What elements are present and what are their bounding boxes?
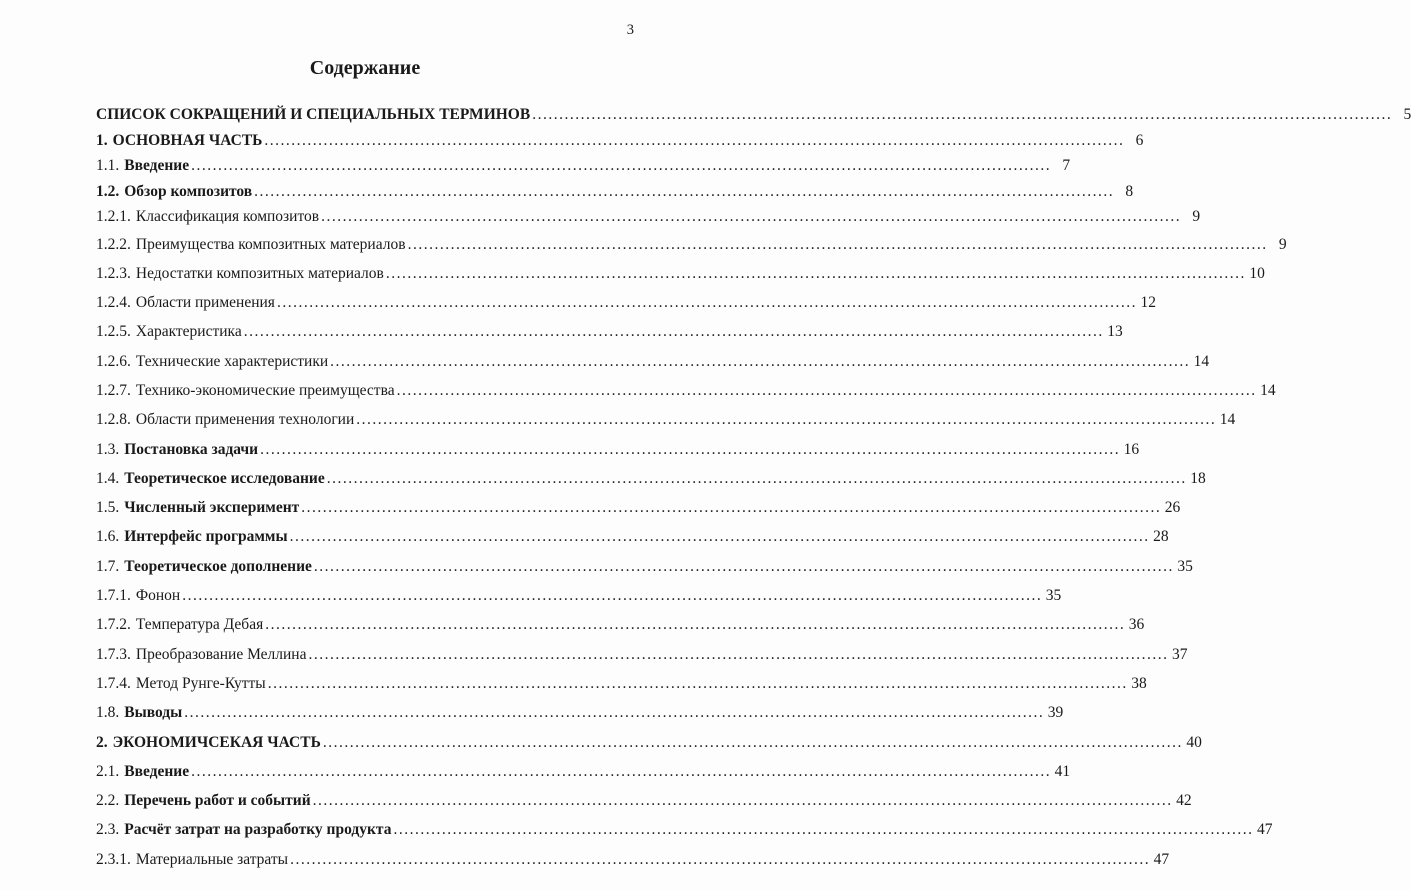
toc-entry-page: 10 — [1249, 264, 1265, 282]
toc-entry-number: 1.2.1. — [96, 208, 131, 225]
toc-entry-number: 1.2.3. — [96, 264, 131, 282]
toc-entry-page: 8 — [1125, 182, 1134, 200]
toc-entry-title: Преимущества композитных материалов — [135, 235, 406, 253]
dot-leader: ................................................................................................................................................................ — [182, 587, 1043, 605]
toc-entry-number: 2. — [96, 733, 108, 751]
toc-entry-title: ОСНОВНАЯ ЧАСТЬ — [112, 131, 263, 149]
toc-entry — [96, 786, 1192, 815]
toc-entry-page: 14 — [1193, 352, 1210, 370]
toc-entry — [96, 815, 1273, 844]
toc-entry-title: Области применения — [135, 294, 275, 312]
toc-entry — [96, 128, 1144, 154]
toc-entry — [96, 728, 1202, 757]
toc-entry — [96, 288, 1156, 317]
toc-entry — [96, 522, 1169, 551]
toc-entry — [96, 179, 1134, 205]
toc-entry-page: 35 — [1177, 557, 1193, 575]
toc-entry — [96, 259, 1265, 288]
toc-entry-title: СПИСОК СОКРАЩЕНИЙ И СПЕЦИАЛЬНЫХ ТЕРМИНОВ — [96, 106, 531, 123]
toc-entry — [96, 153, 1071, 179]
toc-entry-page: 14 — [1219, 411, 1236, 429]
toc-entry — [96, 435, 1140, 464]
toc-entry-number: 1.7. — [96, 557, 120, 575]
toc-entry-page: 41 — [1054, 762, 1071, 780]
toc-entry-page: 6 — [1135, 131, 1144, 149]
toc-entry-title: Характеристика — [135, 323, 242, 341]
toc-entry — [96, 640, 1188, 669]
dot-leader: ................................................................................................................................................................ — [356, 411, 1217, 429]
toc-entry-title: Численный эксперимент — [124, 499, 300, 517]
toc-entry — [96, 845, 1170, 874]
dot-leader: ................................................................................................................................................................ — [393, 821, 1254, 839]
toc-entry-number: 2.3. — [96, 821, 120, 839]
toc-entry — [96, 204, 1201, 230]
toc-entry — [96, 669, 1147, 698]
toc-entry-title: Области применения технологии — [135, 411, 355, 429]
dot-leader: ................................................................................................................................................................ — [260, 440, 1121, 458]
toc-entry — [96, 230, 1287, 259]
toc-entry-title: Интерфейс программы — [124, 528, 288, 546]
toc-entry-number: 1. — [96, 131, 108, 149]
toc-entry-page: 38 — [1131, 674, 1147, 692]
toc-entry-page: 26 — [1164, 499, 1181, 517]
toc-entry-title: Недостатки композитных материалов — [135, 264, 384, 282]
toc-entry-title: Теоретическое исследование — [124, 469, 325, 487]
toc-entry-page: 39 — [1047, 704, 1064, 722]
toc-entry-page: 37 — [1171, 645, 1188, 663]
toc-entry-page: 12 — [1140, 294, 1156, 312]
toc-entry-number: 1.7.4. — [96, 674, 131, 692]
toc-entry-page: 47 — [1256, 821, 1273, 839]
page-title: Содержание — [309, 57, 421, 79]
toc-entry-title: Технические характеристики — [135, 352, 329, 370]
toc-entry-number: 1.6. — [96, 528, 120, 546]
dot-leader: ................................................................................................................................................................ — [301, 499, 1162, 517]
dot-leader: ................................................................................................................................................................ — [290, 850, 1151, 868]
toc-entry-title: Классификация композитов — [135, 208, 320, 225]
toc-entry-number: 1.4. — [96, 469, 120, 487]
dot-leader: ................................................................................................................................................................ — [407, 235, 1268, 253]
toc-entry-page: 7 — [1062, 157, 1071, 174]
dot-leader: ................................................................................................................................................................ — [267, 674, 1128, 692]
toc-entry-number: 1.7.2. — [96, 616, 131, 634]
toc-entry-number: 1.2.7. — [96, 381, 131, 399]
toc-entry — [96, 317, 1123, 346]
toc-entry-title: Теоретическое дополнение — [124, 557, 312, 575]
toc-entry — [96, 757, 1071, 786]
dot-leader: ................................................................................................................................................................ — [276, 294, 1137, 312]
toc-entry — [96, 405, 1236, 434]
dot-leader: ................................................................................................................................................................ — [396, 381, 1257, 399]
toc-entry — [96, 581, 1062, 610]
toc-entry — [96, 698, 1064, 727]
toc-entry-page: 42 — [1176, 792, 1192, 810]
toc-entry-number: 1.5. — [96, 499, 120, 517]
dot-leader: ................................................................................................................................................................ — [385, 264, 1246, 282]
toc-entry-number: 1.1. — [96, 157, 120, 174]
dot-leader: ................................................................................................................................................................ — [289, 528, 1150, 546]
toc-entry-title: Введение — [124, 157, 190, 174]
toc-entry-page: 16 — [1123, 440, 1140, 458]
toc-entry-page: 5 — [1403, 106, 1411, 123]
toc-entry-number: 1.7.1. — [96, 587, 131, 605]
toc-entry — [96, 347, 1210, 376]
toc-entry-title: Введение — [124, 762, 190, 780]
document-page — [96, 0, 1411, 874]
toc-entry-title: Метод Рунге-Кутты — [135, 674, 266, 692]
dot-leader: ................................................................................................................................................................ — [330, 352, 1191, 370]
toc-entry-number: 1.2.2. — [96, 235, 131, 253]
toc-entry — [96, 102, 1411, 128]
toc-entry-page: 36 — [1128, 616, 1145, 634]
toc-entry-title: Технико-экономические преимущества — [135, 381, 395, 399]
dot-leader: ................................................................................................................................................................ — [191, 762, 1052, 780]
dot-leader: ................................................................................................................................................................ — [264, 131, 1125, 149]
toc-entry-title: Фонон — [135, 587, 181, 605]
toc-entry-title: Температура Дебая — [135, 616, 264, 634]
toc-entry-number: 1.2.6. — [96, 352, 131, 370]
dot-leader: ................................................................................................................................................................ — [321, 208, 1182, 225]
toc-entry-page: 40 — [1186, 733, 1202, 751]
toc-entry-number: 1.7.3. — [96, 645, 131, 663]
toc-entry — [96, 464, 1206, 493]
dot-leader: ................................................................................................................................................................ — [308, 645, 1169, 663]
toc-entry-title: Материальные затраты — [135, 850, 289, 868]
dot-leader: ................................................................................................................................................................ — [184, 704, 1045, 722]
toc-entry-page: 9 — [1278, 235, 1287, 253]
dot-leader: ................................................................................................................................................................ — [532, 106, 1393, 123]
toc-entry-number: 2.1. — [96, 762, 120, 780]
toc-entry-number: 2.3.1. — [96, 850, 131, 868]
dot-leader: ................................................................................................................................................................ — [191, 157, 1052, 174]
toc-entry — [96, 376, 1276, 405]
toc-entry-title: Обзор композитов — [124, 182, 253, 200]
toc-entry-number: 2.2. — [96, 792, 120, 810]
toc-entry — [96, 493, 1181, 522]
toc-entry-title: Выводы — [124, 704, 183, 722]
toc-entry-page: 18 — [1190, 469, 1206, 487]
page-number: 3 — [626, 22, 634, 38]
toc-entry-page: 13 — [1107, 323, 1123, 341]
toc-entry-page: 9 — [1192, 208, 1201, 225]
toc-entry-title: Перечень работ и событий — [124, 792, 311, 810]
toc-entry — [96, 552, 1193, 581]
toc-entry-title: ЭКОНОМИЧСЕКАЯ ЧАСТЬ — [112, 733, 321, 751]
toc-entry — [96, 610, 1145, 639]
dot-leader: ................................................................................................................................................................ — [312, 792, 1173, 810]
toc-entry-title: Преобразование Меллина — [135, 645, 307, 663]
dot-leader: ................................................................................................................................................................ — [313, 557, 1174, 575]
toc-entry-number: 1.3. — [96, 440, 120, 458]
dot-leader: ................................................................................................................................................................ — [243, 323, 1104, 341]
dot-leader: ................................................................................................................................................................ — [254, 182, 1115, 200]
dot-leader: ................................................................................................................................................................ — [265, 616, 1126, 634]
toc-entry-number: 1.8. — [96, 704, 120, 722]
table-of-contents — [96, 102, 1411, 874]
toc-entry-page: 14 — [1260, 381, 1276, 399]
toc-entry-title: Постановка задачи — [124, 440, 259, 458]
toc-entry-page: 35 — [1045, 587, 1062, 605]
dot-leader: ................................................................................................................................................................ — [322, 733, 1183, 751]
toc-entry-number: 1.2.4. — [96, 294, 131, 312]
toc-entry-number: 1.2.8. — [96, 411, 131, 429]
toc-entry-page: 28 — [1153, 528, 1169, 546]
toc-entry-number: 1.2.5. — [96, 323, 131, 341]
dot-leader: ................................................................................................................................................................ — [326, 469, 1187, 487]
toc-entry-title: Расчёт затрат на разработку продукта — [124, 821, 392, 839]
toc-entry-page: 47 — [1153, 850, 1170, 868]
toc-entry-number: 1.2. — [96, 182, 120, 200]
